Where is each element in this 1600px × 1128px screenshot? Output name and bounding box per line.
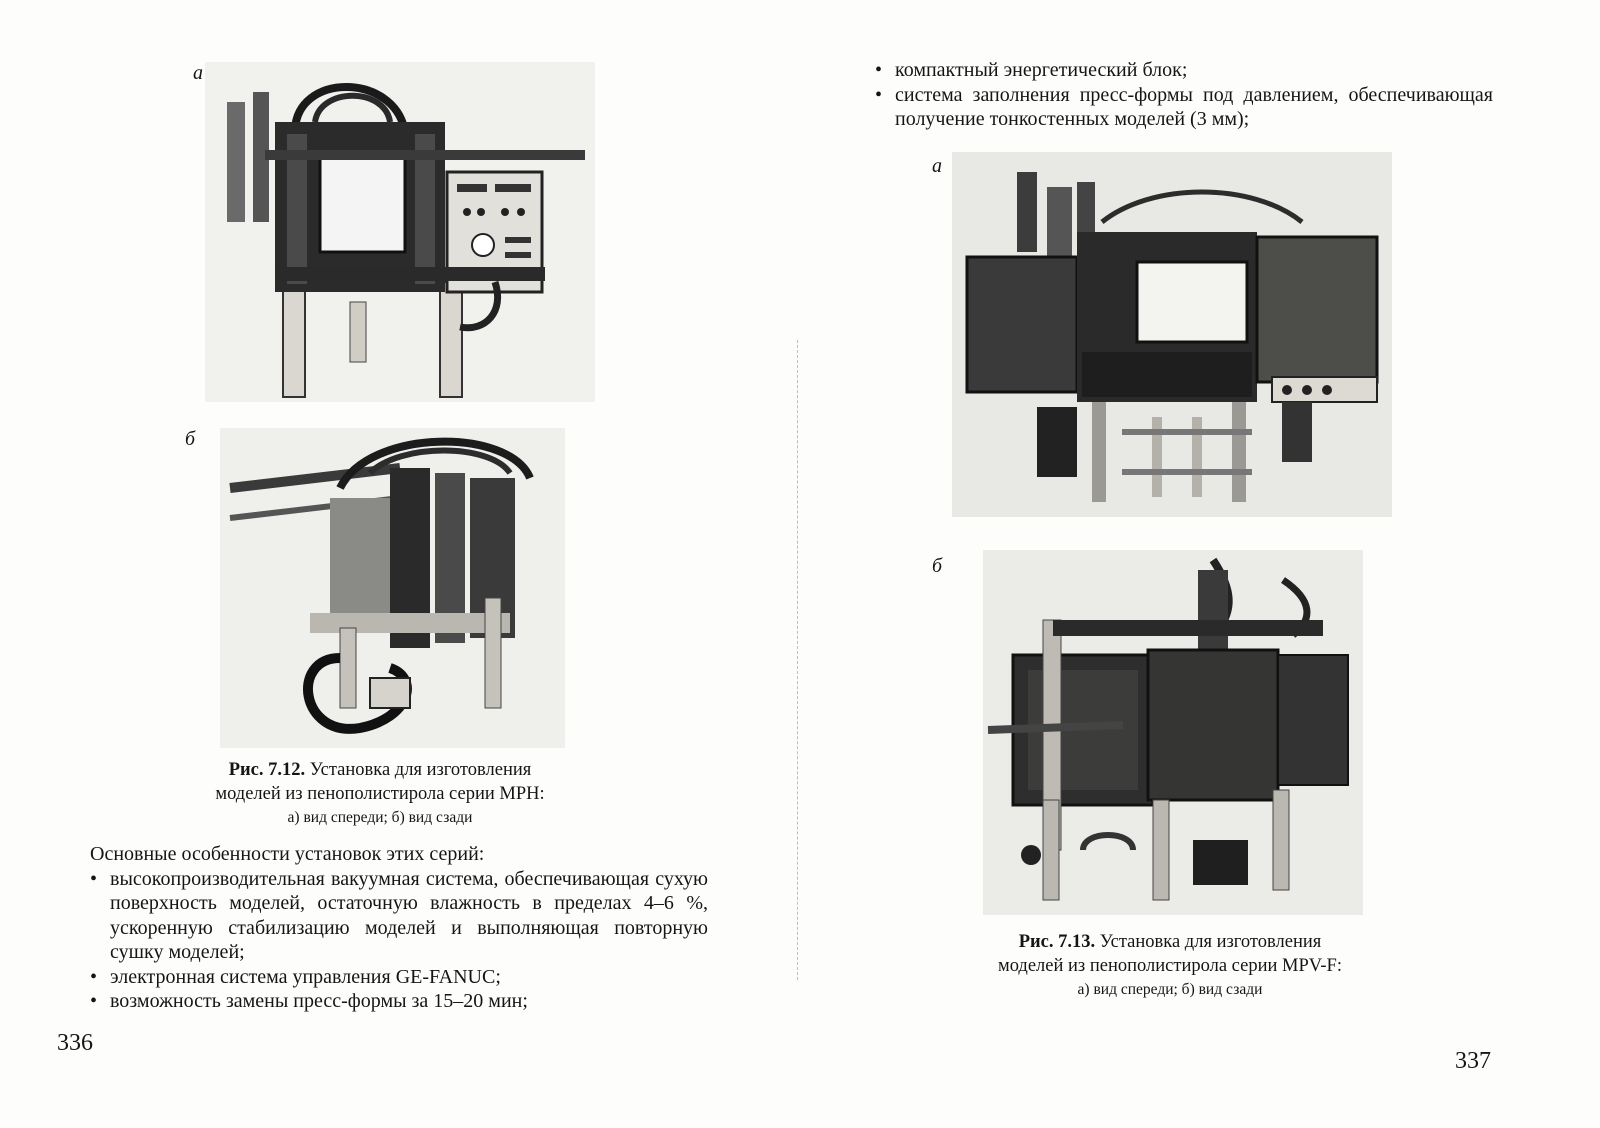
fig-7-13-caption (965, 930, 1375, 1002)
fig-7-12-label-a: а (193, 62, 203, 84)
feature-item: • высокопроизводительная вакуумная система, обеспечивающая сухую поверхность моделей, остаточную влажность в пределах 4–6 %, ускоренную стабилизацию моделей и выполняющая повторную сушку моделей; (90, 867, 708, 965)
fig-7-13-caption-line2: моделей из пенополистирола серии MPV-F: (998, 956, 1342, 976)
page-number-right: 337 (1455, 1048, 1491, 1074)
fig-7-12-label-b: б (185, 428, 196, 450)
features-intro: Основные особенности установок этих серий: (90, 843, 485, 865)
fig-7-13-label-b: б (932, 555, 943, 577)
right-body-text (875, 58, 1493, 132)
fig-7-12-caption-line1: Установка для изготовления (305, 760, 532, 780)
fig-7-13-photo-front-view (952, 152, 1392, 517)
fig-7-12-caption-line2: моделей из пенополистирола серии MPH: (215, 784, 545, 804)
feature-item: • электронная система управления GE-FANUC; (90, 965, 708, 990)
fig-7-12-caption-title: Рис. 7.12. (228, 760, 306, 780)
fig-7-12-caption (190, 758, 570, 830)
fig-7-13-caption-line1: Установка для изготовления (1095, 932, 1322, 952)
fig-7-13-photo-rear-view (983, 550, 1363, 915)
fig-7-13-label-a: а (932, 155, 942, 177)
feature-item: • система заполнения пресс-формы под давлением, обеспечивающая получение тонкостенных моделей (3 мм); (875, 83, 1493, 132)
fig-7-13-caption-sub: а) вид спереди; б) вид сзади (1077, 981, 1263, 998)
feature-item: • возможность замены пресс-формы за 15–20 мин; (90, 989, 708, 1014)
fig-7-13-caption-title: Рис. 7.13. (1018, 932, 1096, 952)
page-number-left: 336 (57, 1030, 93, 1056)
features-list-continued (875, 58, 1493, 132)
fig-7-12-photo-front-view (205, 62, 595, 402)
fig-7-12-photo-rear-view (220, 428, 565, 748)
fig-7-12-caption-sub: а) вид спереди; б) вид сзади (287, 809, 473, 826)
features-list (90, 867, 708, 1014)
left-body-text (90, 842, 708, 1014)
feature-item: • компактный энергетический блок; (875, 58, 1493, 83)
page-gutter (797, 340, 799, 980)
